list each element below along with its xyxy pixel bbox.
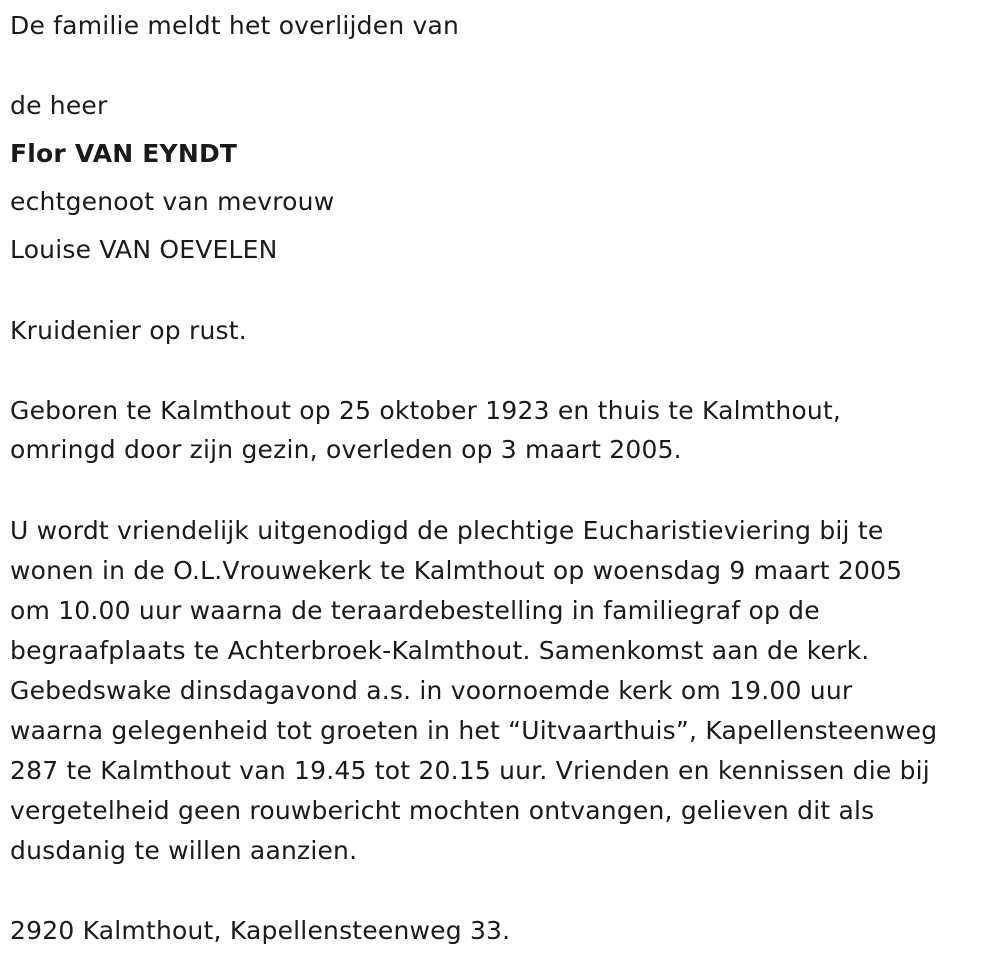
salutation: de heer — [10, 91, 108, 120]
ceremony-line: U wordt vriendelijk uitgenodigd de plechtige Eucharistieviering bij te — [10, 516, 884, 545]
ceremony-line: 287 te Kalmthout van 19.45 tot 20.15 uur. Vrienden en kennissen die bij — [10, 756, 930, 785]
deceased-name: Flor VAN EYNDT — [10, 139, 238, 168]
ceremony-line: Gebedswake dinsdagavond a.s. in voornoemde kerk om 19.00 uur — [10, 676, 853, 705]
spouse-label: echtgenoot van mevrouw — [10, 187, 335, 216]
spouse-name: Louise VAN OEVELEN — [10, 235, 278, 264]
ceremony-line: wonen in de O.L.Vrouwekerk te Kalmthout op woensdag 9 maart 2005 — [10, 556, 903, 585]
ceremony-line: begraafplaats te Achterbroek-Kalmthout. Samenkomst aan de kerk. — [10, 636, 870, 665]
birth-death-line: Geboren te Kalmthout op 25 oktober 1923 en thuis te Kalmthout, — [10, 396, 842, 425]
ceremony-line: vergetelheid geen rouwbericht mochten ontvangen, gelieven dit als — [10, 796, 875, 825]
ceremony-line: waarna gelegenheid tot groeten in het “Uitvaarthuis”, Kapellensteenweg — [10, 716, 938, 745]
ceremony-line: dusdanig te willen aanzien. — [10, 836, 358, 865]
home-address: 2920 Kalmthout, Kapellensteenweg 33. — [10, 916, 511, 945]
intro-text: De familie meldt het overlijden van — [10, 11, 460, 40]
birth-death-line: omringd door zijn gezin, overleden op 3 maart 2005. — [10, 435, 682, 464]
ceremony-line: om 10.00 uur waarna de teraardebestelling in familiegraf op de — [10, 596, 820, 625]
occupation: Kruidenier op rust. — [10, 316, 247, 345]
